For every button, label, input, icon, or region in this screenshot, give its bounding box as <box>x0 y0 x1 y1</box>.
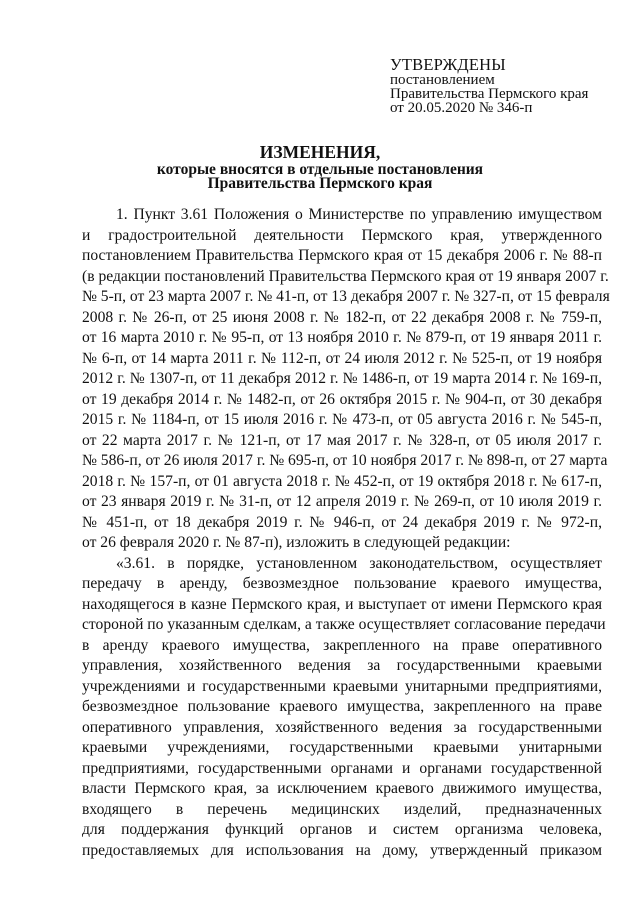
body-line: (в редакции постановлений Правительства Пермского края от 19 января 2007 г. <box>82 267 609 285</box>
body-line: и градостроительной деятельности Пермского края, утвержденного <box>82 226 602 244</box>
document-body <box>82 205 610 861</box>
body-line: № 6-п, от 14 марта 2011 г. № 112-п, от 24 июля 2012 г. № 525-п, от 19 ноября <box>82 349 602 367</box>
body-line: 2018 г. № 157-п, от 01 августа 2018 г. № 452-п, от 19 октября 2018 г. № 617-п, <box>82 472 602 490</box>
body-line: находящегося в казне Пермского края, и выступает от имени Пермского края <box>82 595 602 613</box>
body-line: от 22 марта 2017 г. № 121-п, от 17 мая 2017 г. № 328-п, от 05 июля 2017 г. <box>82 431 602 449</box>
body-line: № 451-п, от 18 декабря 2019 г. № 946-п, от 24 декабря 2019 г. № 972-п, <box>82 513 602 531</box>
body-line: от 16 марта 2010 г. № 95-п, от 13 ноября 2010 г. № 879-п, от 19 января 2011 г. <box>82 329 602 346</box>
body-line: № 5-п, от 23 марта 2007 г. № 41-п, от 13 декабря 2007 г. № 327-п, от 15 февраля <box>82 288 610 305</box>
document-title: ИЗМЕНЕНИЯ, <box>259 142 381 162</box>
approval-line-3: от 20.05.2020 № 346-п <box>390 100 533 116</box>
approval-stamp <box>390 56 630 115</box>
approval-line-1: постановлением <box>390 72 495 88</box>
body-line: стороной по указанным сделкам, а также осуществляет согласование передачи <box>82 616 606 633</box>
body-line: безвозмездное пользование краевого имущества, закрепленного на праве <box>82 698 602 715</box>
body-line: управления, хозяйственного ведения за государственными краевыми <box>82 657 602 674</box>
body-line: власти Пермского края, за исключением краевого движимого имущества, <box>82 780 602 797</box>
body-line: 1. Пункт 3.61 Положения о Министерстве по управлению имуществом <box>116 206 602 223</box>
body-line: «3.61. в порядке, установленном законодательством, осуществляет <box>116 554 602 572</box>
approval-line-2: Правительства Пермского края <box>390 86 589 102</box>
body-line: от 19 декабря 2014 г. № 1482-п, от 26 октября 2015 г. № 904-п, от 30 декабря <box>82 390 602 408</box>
body-line: 2008 г. № 26-п, от 25 июня 2008 г. № 182-п, от 22 декабря 2008 г. № 759-п, <box>82 308 602 326</box>
body-line: от 26 февраля 2020 г. № 87-п), изложить в следующей редакции: <box>82 534 511 551</box>
body-line: входящего в перечень медицинских изделий, предназначенных <box>82 800 602 818</box>
body-line: передачу в аренду, безвозмездное пользование краевого имущества, <box>82 575 602 592</box>
body-line: от 23 января 2019 г. № 31-п, от 12 апреля 2019 г. № 269-п, от 10 июля 2019 г. <box>82 493 602 510</box>
body-line: предоставляемых для использования на дому, утвержденный приказом <box>82 841 602 859</box>
body-line: оперативного управления, хозяйственного ведения за государственными <box>82 718 602 736</box>
approval-title: УТВЕРЖДЕНЫ <box>390 55 506 74</box>
body-line: учреждениями и государственными краевыми унитарными предприятиями, <box>82 677 602 695</box>
body-line: № 586-п, от 26 июля 2017 г. № 695-п, от 10 ноября 2017 г. № 898-п, от 27 марта <box>82 452 608 469</box>
body-line: для поддержания функций органов и систем организма человека, <box>82 821 602 838</box>
body-line: постановлением Правительства Пермского края от 15 декабря 2006 г. № 88-п <box>82 247 602 264</box>
body-line: 2015 г. № 1184-п, от 15 июля 2016 г. № 473-п, от 05 августа 2016 г. № 545-п, <box>82 411 602 428</box>
body-line: в аренду краевого имущества, закрепленного на праве оперативного <box>82 636 602 654</box>
body-line: предприятиями, государственными органами и органами государственной <box>82 759 602 777</box>
document-subtitle-2: Правительства Пермского края <box>207 175 433 192</box>
document-subtitle-1: которые вносятся в отдельные постановления <box>156 161 484 178</box>
body-line: 2012 г. № 1307-п, от 11 декабря 2012 г. № 1486-п, от 19 марта 2014 г. № 169-п, <box>82 370 602 387</box>
body-line: краевыми учреждениями, государственными краевыми унитарными <box>82 739 602 756</box>
